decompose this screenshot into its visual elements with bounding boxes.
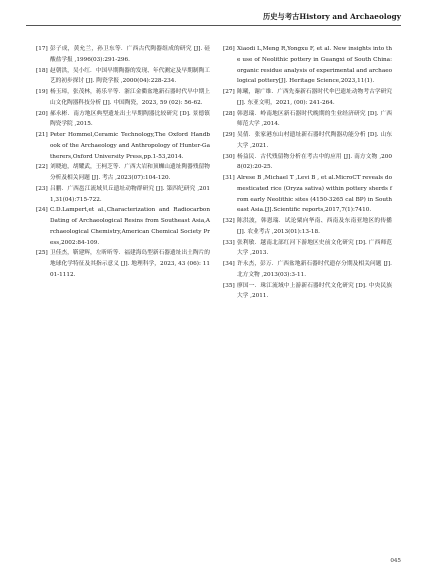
reference-number: [19] bbox=[36, 89, 48, 95]
reference-text: 吕鹏．广西邕江流域贝丘遗址动物群研究 [J]. 第四纪研究 ,2011,31(04):715-722. bbox=[50, 185, 210, 203]
reference-item bbox=[36, 66, 210, 88]
reference-text: 陈曦，谢广维．广西先秦新石器时代伞巴遗址动物考古学研究 [J]. 东亚文明，2021, (00): 241-264. bbox=[237, 89, 392, 106]
reference-number: [31] bbox=[223, 175, 235, 181]
reference-number: [35] bbox=[223, 282, 235, 289]
reference-number: [20] bbox=[36, 110, 48, 117]
reference-item bbox=[36, 87, 210, 109]
reference-item bbox=[223, 281, 392, 303]
references-right-column bbox=[223, 44, 392, 302]
reference-number: [18] bbox=[36, 67, 48, 74]
reference-item bbox=[36, 205, 210, 248]
reference-text: 韩恩瑞．岭南地区新石器时代晚期的生业经济研究 [D]. 广西师范大学 ,2014. bbox=[237, 110, 392, 128]
reference-number: [27] bbox=[223, 89, 235, 95]
reference-number: [30] bbox=[223, 153, 235, 160]
reference-item bbox=[223, 130, 392, 152]
reference-number: [23] bbox=[36, 185, 48, 192]
reference-text: 杨益民．古代残留物分析在考古中的应用 [J]. 南方文物 ,2008(02):20-25. bbox=[237, 153, 392, 171]
reference-text: 刘晓迪，胡耀武，王柯芝等．广西大岩和顶蛳山遗址陶器残留物分析及相关问题 [J]. 考古 ,2023(07):104-120. bbox=[50, 164, 210, 181]
reference-number: [29] bbox=[223, 132, 235, 138]
section-title: 历史与考古History and Archaeology bbox=[262, 12, 401, 21]
reference-number: [33] bbox=[223, 239, 235, 246]
reference-item bbox=[223, 87, 392, 109]
reference-text: C.D.Lampert,et al.,Characterization and Radiocarbon Dating of Archaeological Resins from Southeast Asia,Archaeological Chemistry,American Chemical Society Press,2002:84-109. bbox=[50, 207, 210, 246]
reference-item bbox=[36, 248, 210, 280]
reference-number: [17] bbox=[36, 46, 48, 52]
reference-number: [21] bbox=[36, 132, 48, 138]
reference-item bbox=[36, 130, 210, 162]
reference-item bbox=[223, 109, 392, 131]
reference-text: Alrese B ,Michael T ,Levi B , et al.MicroCT reveals domesticated rice (Oryza sativa) within pottery sherds from early Neolithic sites (4150-3265 cal BP) in Southeast Asia.[J].Scientific reports,2017,7(1):7410. bbox=[237, 175, 392, 214]
reference-text: 彭子成，黄允兰，孙卫东等．广西古代陶器组成的研究 [J]. 硅酸盐学报 ,1996(03):291-296. bbox=[50, 46, 210, 63]
reference-number: [32] bbox=[223, 218, 235, 224]
reference-number: [22] bbox=[36, 164, 48, 171]
reference-text: 张利敏．越南北部红河下游地区史前文化研究 [D]. 广西师范大学 ,2013. bbox=[237, 239, 392, 257]
reference-item bbox=[223, 173, 392, 216]
header-rule bbox=[26, 25, 401, 26]
reference-number: [34] bbox=[223, 261, 235, 267]
reference-item bbox=[223, 152, 392, 174]
reference-item bbox=[36, 109, 210, 131]
reference-text: 卫佳杰，靳建辉，左昕昕等．福建海岛型新石器遗址出土陶片的地球化学特征及其指示意义 [J]. 地理科学，2023, 43 (06): 1101-1112. bbox=[50, 250, 210, 278]
reference-text: 廖国一．珠江流域中上游新石器时代文化研究 [D]. 中央民族大学 ,2011. bbox=[237, 282, 392, 300]
reference-text: 郝永彬．南方地区典型遗址出土早期陶器比较研究 [D]. 景德镇陶瓷学院 ,2015. bbox=[50, 110, 210, 128]
page-number: 045 bbox=[390, 558, 401, 564]
reference-item bbox=[223, 216, 392, 238]
reference-text: 吴倩．张家港东山村遗址新石器时代陶器功能分析 [D]. 山东大学 ,2021. bbox=[237, 132, 392, 149]
reference-item bbox=[223, 238, 392, 260]
reference-text: 许永杰，彭万．广西盆地新石器时代遗存分期及相关问题 [J]. 北方文物 ,2013(03):3-11. bbox=[237, 261, 392, 278]
reference-number: [25] bbox=[36, 250, 48, 257]
reference-text: 杨玉璋，张茂林，蒋乐平等．浙江金衢盆地新石器时代早中期上山文化陶器科技分析 [J]. 中国陶瓷，2023, 59 (02): 56-62. bbox=[50, 89, 210, 106]
reference-text: Peter Hommel,Ceramic Technology,The Oxford Handbook of the Archaeology and Anthropology of Hunter-Gatherers,Oxford University Press,pp.1-53,2014. bbox=[50, 132, 210, 160]
references-left-column bbox=[36, 44, 210, 281]
reference-text: 赵朝洪，吴小红．中国早期陶器的发现、年代测定及早期制陶工艺的初步探讨 [J]. 陶瓷学报 ,2000(04):228-234. bbox=[50, 67, 210, 85]
reference-item bbox=[223, 44, 392, 87]
reference-number: [24] bbox=[36, 207, 48, 214]
reference-item bbox=[36, 184, 210, 206]
running-header bbox=[0, 10, 427, 26]
reference-text: Xiaodi L,Meng R,Yongxu F, et al. New insights into the use of Neolithic pottery in Guangxi of South China: organic residue analysis of experimental and archaeological pottery[J]. Heritage Science,2023,11(1). bbox=[237, 46, 392, 85]
reference-text: 陈洪波，韩恩瑞．试论粟向华南、西南及东南亚地区的传播 [J]. 农业考古 ,2013(01):13-18. bbox=[237, 218, 392, 235]
reference-item bbox=[223, 259, 392, 281]
reference-number: [28] bbox=[223, 110, 235, 117]
reference-item bbox=[36, 162, 210, 184]
reference-number: [26] bbox=[223, 46, 235, 52]
reference-item bbox=[36, 44, 210, 66]
